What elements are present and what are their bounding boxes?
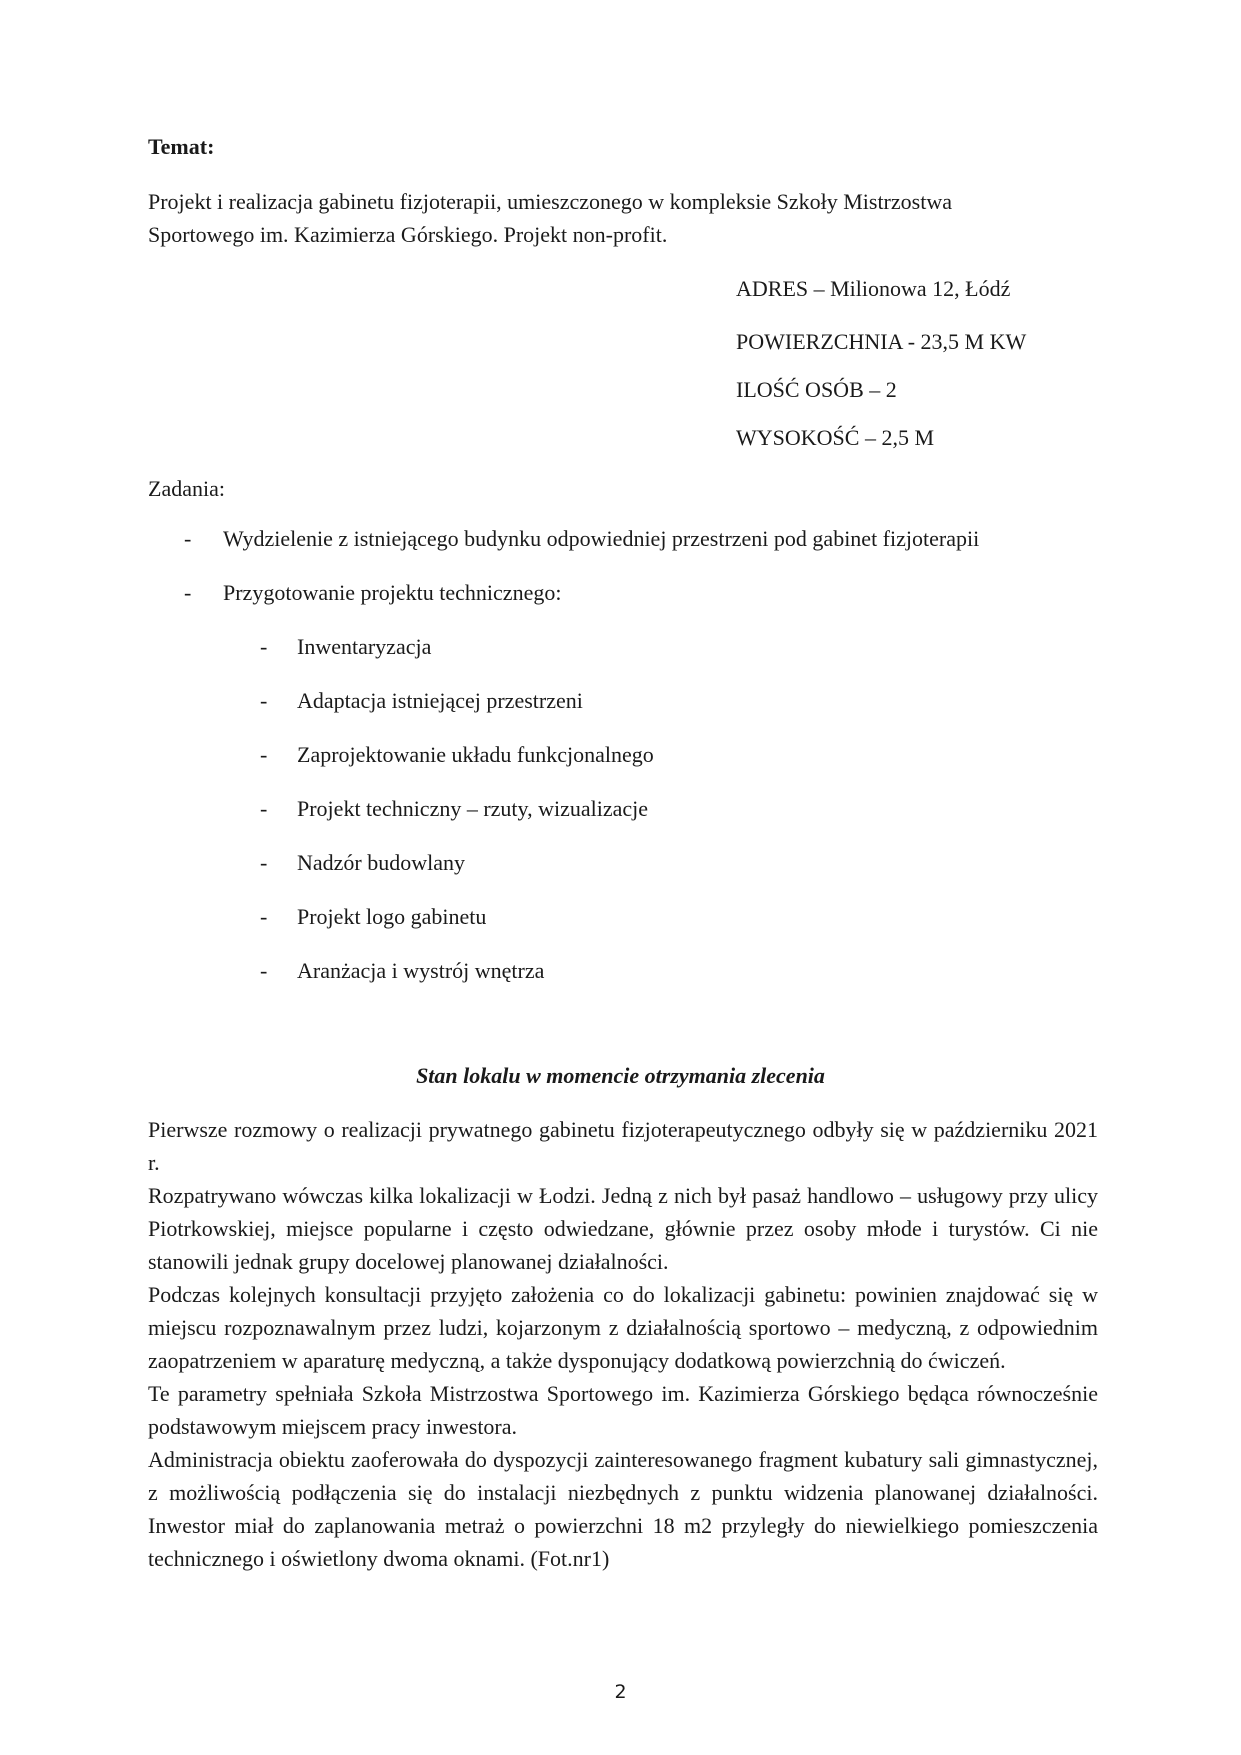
- paragraph: Administracja obiektu zaoferowała do dyspozycji zainteresowanego fragment kubatury sali gimnastycznej, z możliwością podłączenia się do instalacji niezbędnych z punktu widzenia planowanej działalności. Inwestor miał do zaplanowania metraż o powierzchni 18 m2 przyległy do niewielkiego pomieszczenia technicznego i oświetlony dwoma oknami. (Fot.nr1): [148, 1447, 1098, 1571]
- bullet-dash: -: [260, 796, 268, 821]
- info-persons: ILOŚĆ OSÓB – 2: [736, 377, 897, 402]
- bullet-dash: -: [184, 580, 192, 605]
- subtask-item: Zaprojektowanie układu funkcjonalnego: [297, 742, 654, 767]
- body-text: [148, 1113, 1098, 1575]
- bullet-dash: -: [260, 634, 268, 659]
- task-item: Przygotowanie projektu technicznego:: [223, 580, 562, 605]
- info-address: ADRES – Milionowa 12, Łódź: [736, 276, 1011, 301]
- tasks-heading: Zadania:: [148, 476, 225, 501]
- info-height: WYSOKOŚĆ – 2,5 M: [736, 425, 935, 450]
- section-title: Stan lokalu w momencie otrzymania zlecenia: [416, 1063, 825, 1088]
- subtask-item: Nadzór budowlany: [297, 850, 466, 875]
- topic-line-1: Projekt i realizacja gabinetu fizjoterapii, umieszczonego w kompleksie Szkoły Mistrzostwa: [148, 189, 952, 214]
- bullet-dash: -: [260, 742, 268, 767]
- page-number: 2: [614, 1681, 627, 1703]
- subtask-item: Adaptacja istniejącej przestrzeni: [297, 688, 583, 713]
- paragraph: Rozpatrywano wówczas kilka lokalizacji w Łodzi. Jedną z nich był pasaż handlowo – usługowy przy ulicy Piotrkowskiej, miejsce popularne i często odwiedzane, głównie przez osoby młode i turystów. Ci nie stanowili jednak grupy docelowej planowanej działalności.: [148, 1183, 1098, 1274]
- info-area: POWIERZCHNIA - 23,5 M KW: [736, 329, 1027, 354]
- task-item: Wydzielenie z istniejącego budynku odpowiedniej przestrzeni pod gabinet fizjoterapii: [223, 526, 980, 551]
- subtask-item: Inwentaryzacja: [297, 634, 432, 659]
- bullet-dash: -: [260, 958, 268, 983]
- paragraph: Podczas kolejnych konsultacji przyjęto założenia co do lokalizacji gabinetu: powinien znajdować się w miejscu rozpoznawalnym przez ludzi, kojarzonym z działalnością sportowo – medyczną, z odpowiednim zaopatrzeniem w aparaturę medyczną, a także dysponujący dodatkową powierzchnią do ćwiczeń.: [148, 1282, 1098, 1373]
- topic-heading: Temat:: [148, 134, 215, 159]
- subtask-item: Projekt techniczny – rzuty, wizualizacje: [297, 796, 649, 821]
- paragraph: Te parametry spełniała Szkoła Mistrzostwa Sportowego im. Kazimierza Górskiego będąca równocześnie podstawowym miejscem pracy inwestora.: [148, 1381, 1098, 1439]
- subtask-item: Projekt logo gabinetu: [297, 904, 487, 929]
- bullet-dash: -: [184, 526, 192, 551]
- topic-line-2: Sportowego im. Kazimierza Górskiego. Projekt non-profit.: [148, 222, 668, 247]
- paragraph: Pierwsze rozmowy o realizacji prywatnego gabinetu fizjoterapeutycznego odbyły się w październiku 2021 r.: [148, 1117, 1098, 1175]
- bullet-dash: -: [260, 850, 268, 875]
- subtask-item: Aranżacja i wystrój wnętrza: [297, 958, 545, 983]
- bullet-dash: -: [260, 688, 268, 713]
- bullet-dash: -: [260, 904, 268, 929]
